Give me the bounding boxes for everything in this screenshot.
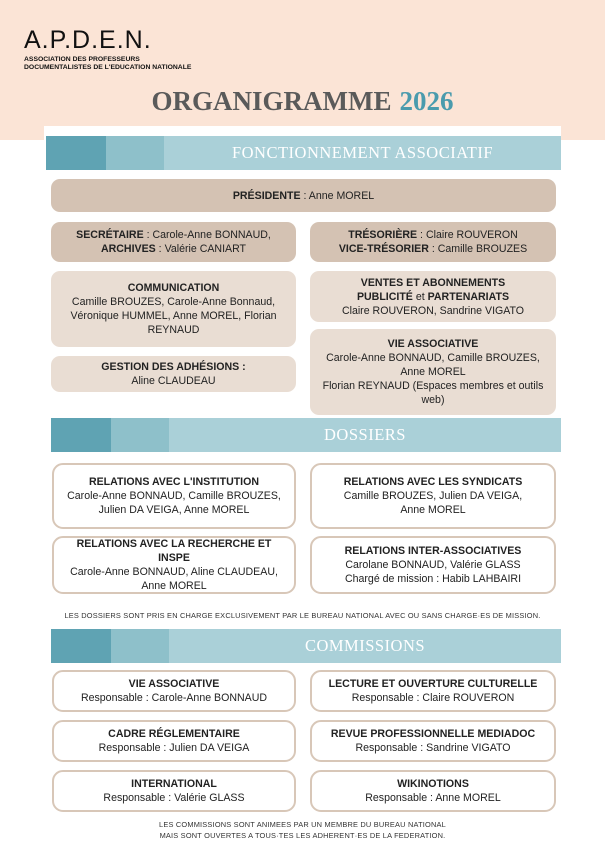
box-title: VENTES ET ABONNEMENTS (360, 276, 506, 289)
role-label: TRÉSORIÈRE (348, 229, 418, 241)
box-ventes (310, 271, 556, 322)
box-line: Carole-Anne BONNAUD, Camille BROUZES, (326, 352, 540, 364)
box-title: VIE ASSOCIATIVE (128, 678, 220, 690)
box-line: Florian REYNAUD (Espaces membres et outils (322, 380, 544, 392)
person-name: : Anne MOREL (300, 189, 375, 202)
box-title: LECTURE ET OUVERTURE CULTURELLE (328, 678, 538, 690)
role-label: PRÉSIDENTE (232, 189, 301, 202)
box-line: Responsable : Valérie GLASS (103, 792, 245, 804)
person-name: : Claire ROUVERON (417, 229, 518, 241)
box-commission-lecture (310, 670, 556, 712)
box-title: PARTENARIATS (427, 290, 510, 303)
commissions-note-1: LES COMMISSIONS SONT ANIMEES PAR UN MEMBRE DU BUREAU NATIONAL (159, 820, 446, 829)
box-title: INTERNATIONAL (131, 778, 217, 790)
person-name: : Valérie CANIART (155, 243, 247, 255)
box-title: PUBLICITÉ (356, 290, 413, 303)
box-title: REVUE PROFESSIONNELLE MEDIADOC (330, 728, 536, 740)
box-line: Responsable : Anne MOREL (365, 792, 501, 804)
org-chart (44, 126, 561, 856)
person-name: : Carole-Anne BONNAUD, (143, 229, 271, 241)
box-commission-cadre (52, 720, 296, 762)
role-label: VICE-TRÉSORIER (338, 243, 429, 255)
commissions-note-2: MAIS SONT OUVERTES A TOUS·TES LES ADHERENT·ES DE LA FEDERATION. (159, 831, 446, 840)
box-vie-associative (310, 329, 556, 415)
box-title: RELATIONS AVEC LES SYNDICATS (343, 476, 523, 488)
section-banner-commissions (51, 629, 561, 663)
role-label: ARCHIVES (100, 243, 156, 255)
box-line: Julien DA VEIGA, Anne MOREL (98, 504, 250, 516)
title-year: 2026 (399, 86, 454, 116)
box-title: VIE ASSOCIATIVE (387, 338, 479, 350)
box-line: web) (421, 394, 445, 406)
box-title: RELATIONS AVEC L'INSTITUTION (88, 476, 260, 488)
box-commission-revue (310, 720, 556, 762)
box-title: RELATIONS AVEC LA RECHERCHE ET INSPE (76, 538, 272, 564)
box-relations-recherche (52, 536, 296, 594)
box-line: Camille BROUZES, Carole-Anne Bonnaud, (71, 296, 276, 308)
banner-bar (169, 629, 561, 663)
box-line: Aline CLAUDEAU (131, 375, 216, 387)
box-line: Responsable : Carole-Anne BONNAUD (80, 692, 268, 704)
box-line: Chargé de mission : Habib LAHBAIRI (344, 573, 522, 585)
banner-bar (164, 136, 561, 170)
box-secretaire (51, 222, 296, 262)
role-label: SECRÉTAIRE (76, 229, 144, 241)
banner-tab (51, 418, 111, 452)
box-title: RELATIONS INTER-ASSOCIATIVES (344, 545, 522, 557)
dossiers-note: LES DOSSIERS SONT PRIS EN CHARGE EXCLUSIVEMENT PAR LE BUREAU NATIONAL AVEC OU SANS CHARGE·ES DE MISSION. (64, 611, 541, 620)
banner-tab (51, 629, 111, 663)
box-line: Carolane BONNAUD, Valérie GLASS (345, 559, 521, 571)
box-line: Camille BROUZES, Julien DA VEIGA, (343, 490, 523, 502)
box-relations-syndicats (310, 463, 556, 529)
title-text: ORGANIGRAMME (151, 86, 392, 116)
banner-bar (169, 418, 561, 452)
box-line: Anne MOREL (141, 580, 207, 592)
box-line: Responsable : Claire ROUVERON (351, 692, 515, 704)
box-line: Carole-Anne BONNAUD, Camille BROUZES, (67, 490, 281, 502)
box-title-connector: et (412, 290, 428, 303)
banner-tab (106, 136, 168, 170)
box-tresoriere (310, 222, 556, 262)
section-title: DOSSIERS (324, 425, 406, 444)
banner-tab (111, 418, 173, 452)
box-relations-institution (52, 463, 296, 529)
box-relations-inter-associatives (310, 536, 556, 594)
logo-subtitle-1: ASSOCIATION DES PROFESSEURS (24, 56, 140, 63)
box-line: Véronique HUMMEL, Anne MOREL, Florian (70, 310, 277, 322)
box-commission-vie-associative (52, 670, 296, 712)
box-line: REYNAUD (147, 324, 200, 336)
banner-tab (111, 629, 173, 663)
box-line: Carole-Anne BONNAUD, Aline CLAUDEAU, (70, 566, 278, 578)
section-banner-fonctionnement (46, 136, 561, 170)
box-title: CADRE RÉGLEMENTAIRE (108, 728, 240, 740)
banner-tab (46, 136, 106, 170)
section-title: FONCTIONNEMENT ASSOCIATIF (231, 143, 494, 162)
box-commission-international (52, 770, 296, 812)
box-line: Claire ROUVERON, Sandrine VIGATO (341, 304, 525, 317)
box-title-suffix: : (239, 361, 246, 373)
box-title: WIKINOTIONS (397, 778, 469, 790)
apden-logo (24, 26, 191, 72)
box-line: Anne MOREL (400, 504, 466, 516)
section-banner-dossiers (51, 418, 561, 452)
logo-title: A.P.D.E.N. (24, 26, 152, 54)
section-title: COMMISSIONS (304, 636, 426, 655)
box-adhesions (51, 356, 296, 392)
logo-subtitle-2: DOCUMENTALISTES DE L'EDUCATION NATIONALE (24, 64, 192, 71)
box-line: Responsable : Sandrine VIGATO (355, 742, 511, 754)
box-line: Anne MOREL (400, 366, 466, 378)
box-title: COMMUNICATION (127, 282, 220, 294)
box-communication (51, 271, 296, 347)
box-presidente (51, 179, 556, 212)
box-commission-wikinotions (310, 770, 556, 812)
box-title: GESTION DES ADHÉSIONS (101, 361, 240, 373)
person-name: : Camille BROUZES (428, 243, 528, 255)
box-line: Responsable : Julien DA VEIGA (98, 742, 250, 754)
page-title (0, 86, 605, 117)
